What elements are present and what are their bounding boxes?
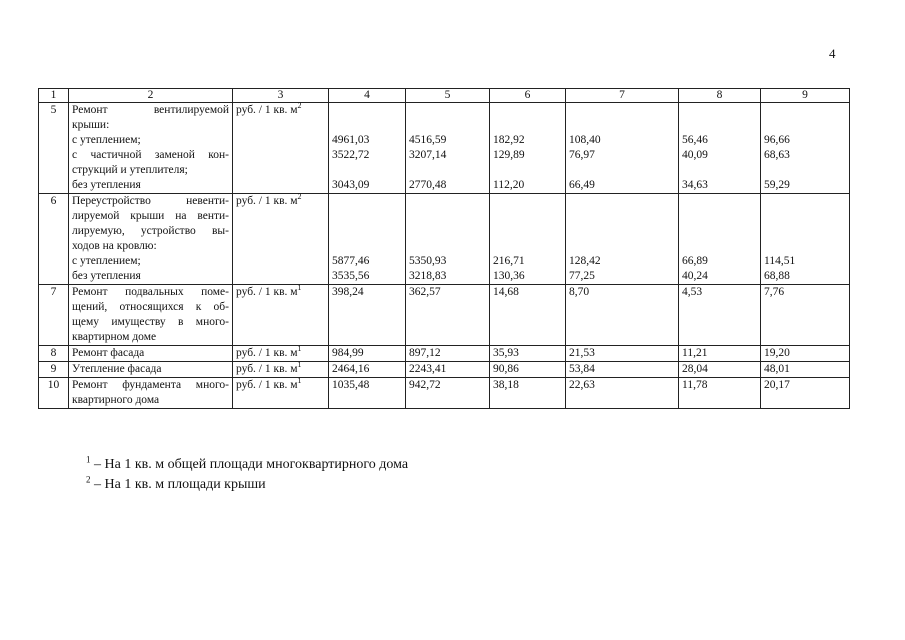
unit-text: руб. / 1 кв. м [236, 363, 298, 375]
value-line [764, 118, 846, 133]
footnote-mark: 1 [86, 454, 91, 465]
work-name-line: лируемую, устройство вы- [72, 225, 229, 237]
value-cell [490, 194, 566, 285]
value-cell [329, 285, 406, 346]
value-line [493, 163, 562, 178]
value-line: 38,18 [493, 379, 519, 391]
value-cell [566, 346, 679, 362]
value-line: 40,09 [682, 149, 708, 161]
work-name-line: с утеплением; [72, 255, 141, 267]
value-line: 11,21 [682, 347, 708, 359]
column-header: 3 [233, 89, 329, 103]
value-line: 3535,56 [332, 270, 370, 282]
unit-footnote-mark: 1 [297, 360, 302, 370]
value-line: 11,78 [682, 379, 708, 391]
work-name-line: струкций и утеплителя; [72, 164, 188, 176]
value-line: 897,12 [409, 347, 441, 359]
value-line [493, 239, 562, 254]
value-line: 2243,41 [409, 363, 447, 375]
row-number: 6 [39, 194, 69, 285]
value-line [569, 163, 675, 178]
value-line [332, 194, 402, 209]
table-row [39, 285, 850, 346]
value-cell [566, 378, 679, 409]
value-line [493, 118, 562, 133]
work-name [69, 346, 233, 362]
value-cell [406, 362, 490, 378]
value-line [409, 163, 486, 178]
column-header: 9 [761, 89, 850, 103]
value-line [569, 224, 675, 239]
value-line: 96,66 [764, 134, 790, 146]
work-name-line: Утепление фасада [72, 363, 162, 375]
value-cell [679, 285, 761, 346]
table-header-row [39, 89, 850, 103]
table-body [39, 103, 850, 409]
value-cell [761, 194, 850, 285]
table-row [39, 103, 850, 194]
unit-footnote-mark: 1 [297, 376, 302, 386]
value-line: 90,86 [493, 363, 519, 375]
row-number: 9 [39, 362, 69, 378]
work-name [69, 378, 233, 409]
unit-footnote-mark: 2 [297, 101, 302, 111]
value-line [332, 239, 402, 254]
column-header: 7 [566, 89, 679, 103]
value-line [332, 224, 402, 239]
value-line: 3218,83 [409, 270, 447, 282]
value-line: 398,24 [332, 286, 364, 298]
value-cell [329, 378, 406, 409]
value-line [569, 103, 675, 118]
value-line: 5877,46 [332, 255, 370, 267]
value-cell [406, 346, 490, 362]
work-name-line: Ремонт подвальных поме- [72, 286, 229, 298]
value-line: 3522,72 [332, 149, 370, 161]
value-line [764, 194, 846, 209]
unit-text: руб. / 1 кв. м [236, 379, 298, 391]
value-line [682, 194, 757, 209]
value-cell [679, 362, 761, 378]
row-number: 8 [39, 346, 69, 362]
value-line: 21,53 [569, 347, 595, 359]
work-name [69, 194, 233, 285]
value-line: 130,36 [493, 270, 525, 282]
value-line: 129,89 [493, 149, 525, 161]
value-line: 53,84 [569, 363, 595, 375]
value-line [569, 209, 675, 224]
value-line: 2464,16 [332, 363, 370, 375]
value-line [493, 224, 562, 239]
column-header: 1 [39, 89, 69, 103]
work-name-line: щений, относящихся к об- [72, 301, 229, 313]
value-line [409, 118, 486, 133]
work-name-line: Ремонт фундамента много- [72, 379, 229, 391]
column-header: 4 [329, 89, 406, 103]
value-line: 48,01 [764, 363, 790, 375]
value-cell [679, 194, 761, 285]
value-line [764, 163, 846, 178]
value-line: 8,70 [569, 286, 590, 298]
value-line: 1035,48 [332, 379, 370, 391]
footnote [86, 455, 408, 475]
value-cell [406, 378, 490, 409]
value-cell [566, 362, 679, 378]
value-line: 77,25 [569, 270, 595, 282]
unit-footnote-mark: 1 [297, 344, 302, 354]
value-line: 108,40 [569, 134, 601, 146]
value-line: 182,92 [493, 134, 525, 146]
unit-of-measure [233, 362, 329, 378]
unit-of-measure [233, 346, 329, 362]
footnote-text: – На 1 кв. м общей площади многоквартирного дома [90, 457, 409, 472]
value-line [409, 103, 486, 118]
unit-text: руб. / 1 кв. м [236, 195, 298, 207]
value-line: 112,20 [493, 179, 525, 191]
value-cell [490, 378, 566, 409]
work-name [69, 103, 233, 194]
footnotes [86, 455, 408, 495]
row-number: 7 [39, 285, 69, 346]
value-line: 362,57 [409, 286, 441, 298]
footnote [86, 475, 408, 495]
column-header: 5 [406, 89, 490, 103]
value-line [682, 209, 757, 224]
value-line [493, 194, 562, 209]
value-cell [406, 103, 490, 194]
value-line [682, 118, 757, 133]
value-cell [329, 362, 406, 378]
value-line: 76,97 [569, 149, 595, 161]
value-line: 3043,09 [332, 179, 370, 191]
value-line [332, 163, 402, 178]
unit-footnote-mark: 2 [297, 192, 302, 202]
unit-text: руб. / 1 кв. м [236, 286, 298, 298]
unit-of-measure [233, 103, 329, 194]
value-line [409, 194, 486, 209]
value-cell [761, 346, 850, 362]
value-cell [679, 346, 761, 362]
footnote-text: – На 1 кв. м площади крыши [90, 477, 266, 492]
value-line [493, 209, 562, 224]
value-line [682, 163, 757, 178]
unit-text: руб. / 1 кв. м [236, 347, 298, 359]
value-line [764, 209, 846, 224]
footnote-mark: 2 [86, 474, 91, 485]
work-name-line: без утепления [72, 179, 141, 191]
page-number: 4 [829, 46, 836, 61]
value-line: 4516,59 [409, 134, 447, 146]
value-line [569, 239, 675, 254]
work-name-line: Переустройство невенти- [72, 195, 229, 207]
value-line [332, 103, 402, 118]
value-line [332, 209, 402, 224]
value-line: 68,88 [764, 270, 790, 282]
value-cell [679, 103, 761, 194]
unit-of-measure [233, 285, 329, 346]
value-line: 984,99 [332, 347, 364, 359]
value-cell [679, 378, 761, 409]
work-name-line: крыши: [72, 119, 110, 131]
value-cell [761, 103, 850, 194]
value-line: 4,53 [682, 286, 703, 298]
value-cell [329, 103, 406, 194]
value-line: 22,63 [569, 379, 595, 391]
work-name [69, 362, 233, 378]
value-cell [761, 378, 850, 409]
value-line [409, 209, 486, 224]
value-line: 20,17 [764, 379, 790, 391]
work-name-line: щему имуществу в много- [72, 316, 229, 328]
value-line: 5350,93 [409, 255, 447, 267]
value-line [682, 103, 757, 118]
value-line [764, 224, 846, 239]
value-line: 59,29 [764, 179, 790, 191]
value-cell [566, 285, 679, 346]
value-line [569, 118, 675, 133]
unit-footnote-mark: 1 [297, 283, 302, 293]
value-cell [406, 285, 490, 346]
value-line: 66,89 [682, 255, 708, 267]
value-line: 3207,14 [409, 149, 447, 161]
value-line [569, 194, 675, 209]
value-cell [329, 346, 406, 362]
table-row [39, 346, 850, 362]
value-line: 40,24 [682, 270, 708, 282]
unit-text: руб. / 1 кв. м [236, 104, 298, 116]
value-line: 68,63 [764, 149, 790, 161]
work-name-line: с утеплением; [72, 134, 141, 146]
value-line: 942,72 [409, 379, 441, 391]
value-line: 28,04 [682, 363, 708, 375]
unit-of-measure [233, 378, 329, 409]
value-line [332, 118, 402, 133]
value-line: 4961,03 [332, 134, 370, 146]
value-line: 2770,48 [409, 179, 447, 191]
value-line: 114,51 [764, 255, 796, 267]
row-number: 5 [39, 103, 69, 194]
value-line [764, 239, 846, 254]
column-header: 2 [69, 89, 233, 103]
value-cell [761, 285, 850, 346]
column-header: 8 [679, 89, 761, 103]
value-line: 66,49 [569, 179, 595, 191]
work-name-line: ходов на кровлю: [72, 240, 157, 252]
value-cell [406, 194, 490, 285]
value-cell [490, 285, 566, 346]
column-header: 6 [490, 89, 566, 103]
work-name-line: Ремонт фасада [72, 347, 145, 359]
row-number: 10 [39, 378, 69, 409]
cost-table [38, 88, 850, 409]
value-line: 35,93 [493, 347, 519, 359]
work-name-line: Ремонт вентилируемой [72, 104, 229, 116]
value-line [409, 224, 486, 239]
value-line [682, 239, 757, 254]
value-line [682, 224, 757, 239]
value-line: 34,63 [682, 179, 708, 191]
work-name-line: лируемой крыши на венти- [72, 210, 229, 222]
value-cell [761, 362, 850, 378]
value-cell [329, 194, 406, 285]
work-name-line: с частичной заменой кон- [72, 149, 229, 161]
value-line [764, 103, 846, 118]
value-line: 7,76 [764, 286, 785, 298]
value-line: 14,68 [493, 286, 519, 298]
value-line: 19,20 [764, 347, 790, 359]
work-name [69, 285, 233, 346]
work-name-line: без утепления [72, 270, 141, 282]
table-row [39, 194, 850, 285]
value-cell [490, 103, 566, 194]
unit-of-measure [233, 194, 329, 285]
value-line: 128,42 [569, 255, 601, 267]
table-row [39, 378, 850, 409]
value-cell [490, 346, 566, 362]
value-cell [566, 194, 679, 285]
value-line: 56,46 [682, 134, 708, 146]
work-name-line: квартирного дома [72, 394, 160, 406]
value-cell [566, 103, 679, 194]
work-name-line: квартирном доме [72, 331, 157, 343]
value-line: 216,71 [493, 255, 525, 267]
value-line [409, 239, 486, 254]
value-line [493, 103, 562, 118]
table-row [39, 362, 850, 378]
value-cell [490, 362, 566, 378]
